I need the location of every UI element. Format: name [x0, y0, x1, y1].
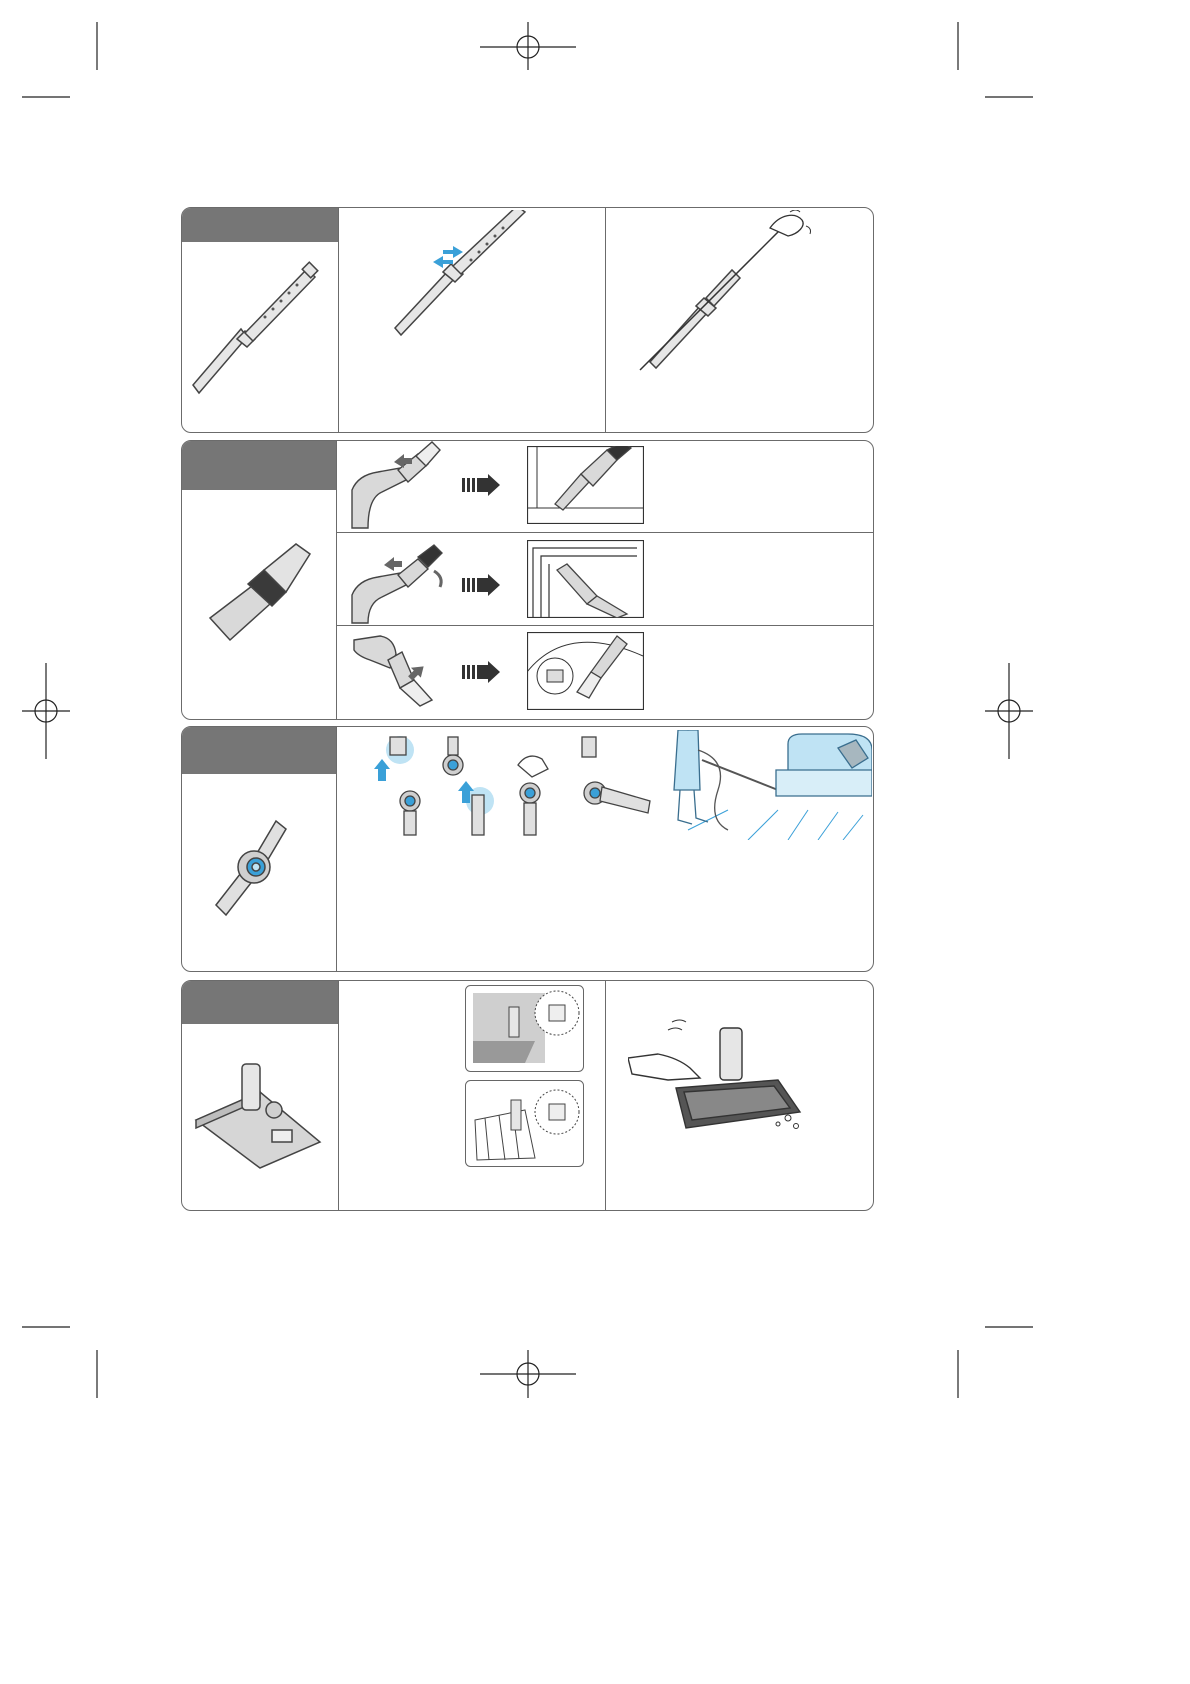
arrow-right-icon: [462, 661, 502, 683]
pipe-length-adjust-illustration: [385, 210, 545, 340]
swivel-attach-steps-illustration: [350, 735, 670, 845]
column-divider: [605, 207, 606, 433]
clean-brush-by-hand-illustration: [628, 1018, 808, 1148]
row-divider: [336, 625, 873, 626]
floor-brush-overview-illustration: [190, 1050, 330, 1170]
column-divider: [338, 980, 339, 1211]
swivel-joint-overview-illustration: [210, 805, 300, 920]
crevice-tool-overview-illustration: [200, 540, 320, 650]
column-divider: [336, 726, 337, 972]
column-divider: [605, 980, 606, 1211]
crevice-rotate-illustration: [348, 535, 448, 625]
arrow-right-icon: [462, 474, 502, 496]
person-vacuuming-sofa-illustration: [668, 730, 872, 840]
column-divider: [336, 440, 337, 720]
column-divider: [338, 207, 339, 433]
carpet-setting-illustration: [465, 985, 585, 1073]
arrow-right-icon: [462, 574, 502, 596]
corner-use-illustration: [527, 632, 644, 710]
pipe-unblock-with-rod-illustration: [630, 210, 830, 375]
section-tab-telescopic-pipe: [182, 208, 338, 242]
arrow-icon: [384, 557, 402, 571]
window-frame-use-illustration: [527, 446, 644, 524]
hand-icon: [770, 215, 803, 236]
rotate-arrow-icon: [434, 571, 441, 587]
hard-floor-setting-illustration: [465, 1080, 585, 1168]
section-tab-swivel-joint: [182, 727, 336, 774]
section-tab-floor-brush: [182, 981, 338, 1024]
crevice-attach-illustration: [348, 440, 448, 530]
row-divider: [336, 532, 873, 533]
section-tab-crevice-tool: [182, 441, 336, 490]
crevice-angle-illustration: [350, 630, 450, 710]
door-frame-use-illustration: [527, 540, 644, 618]
pipe-overview-illustration: [185, 255, 335, 405]
